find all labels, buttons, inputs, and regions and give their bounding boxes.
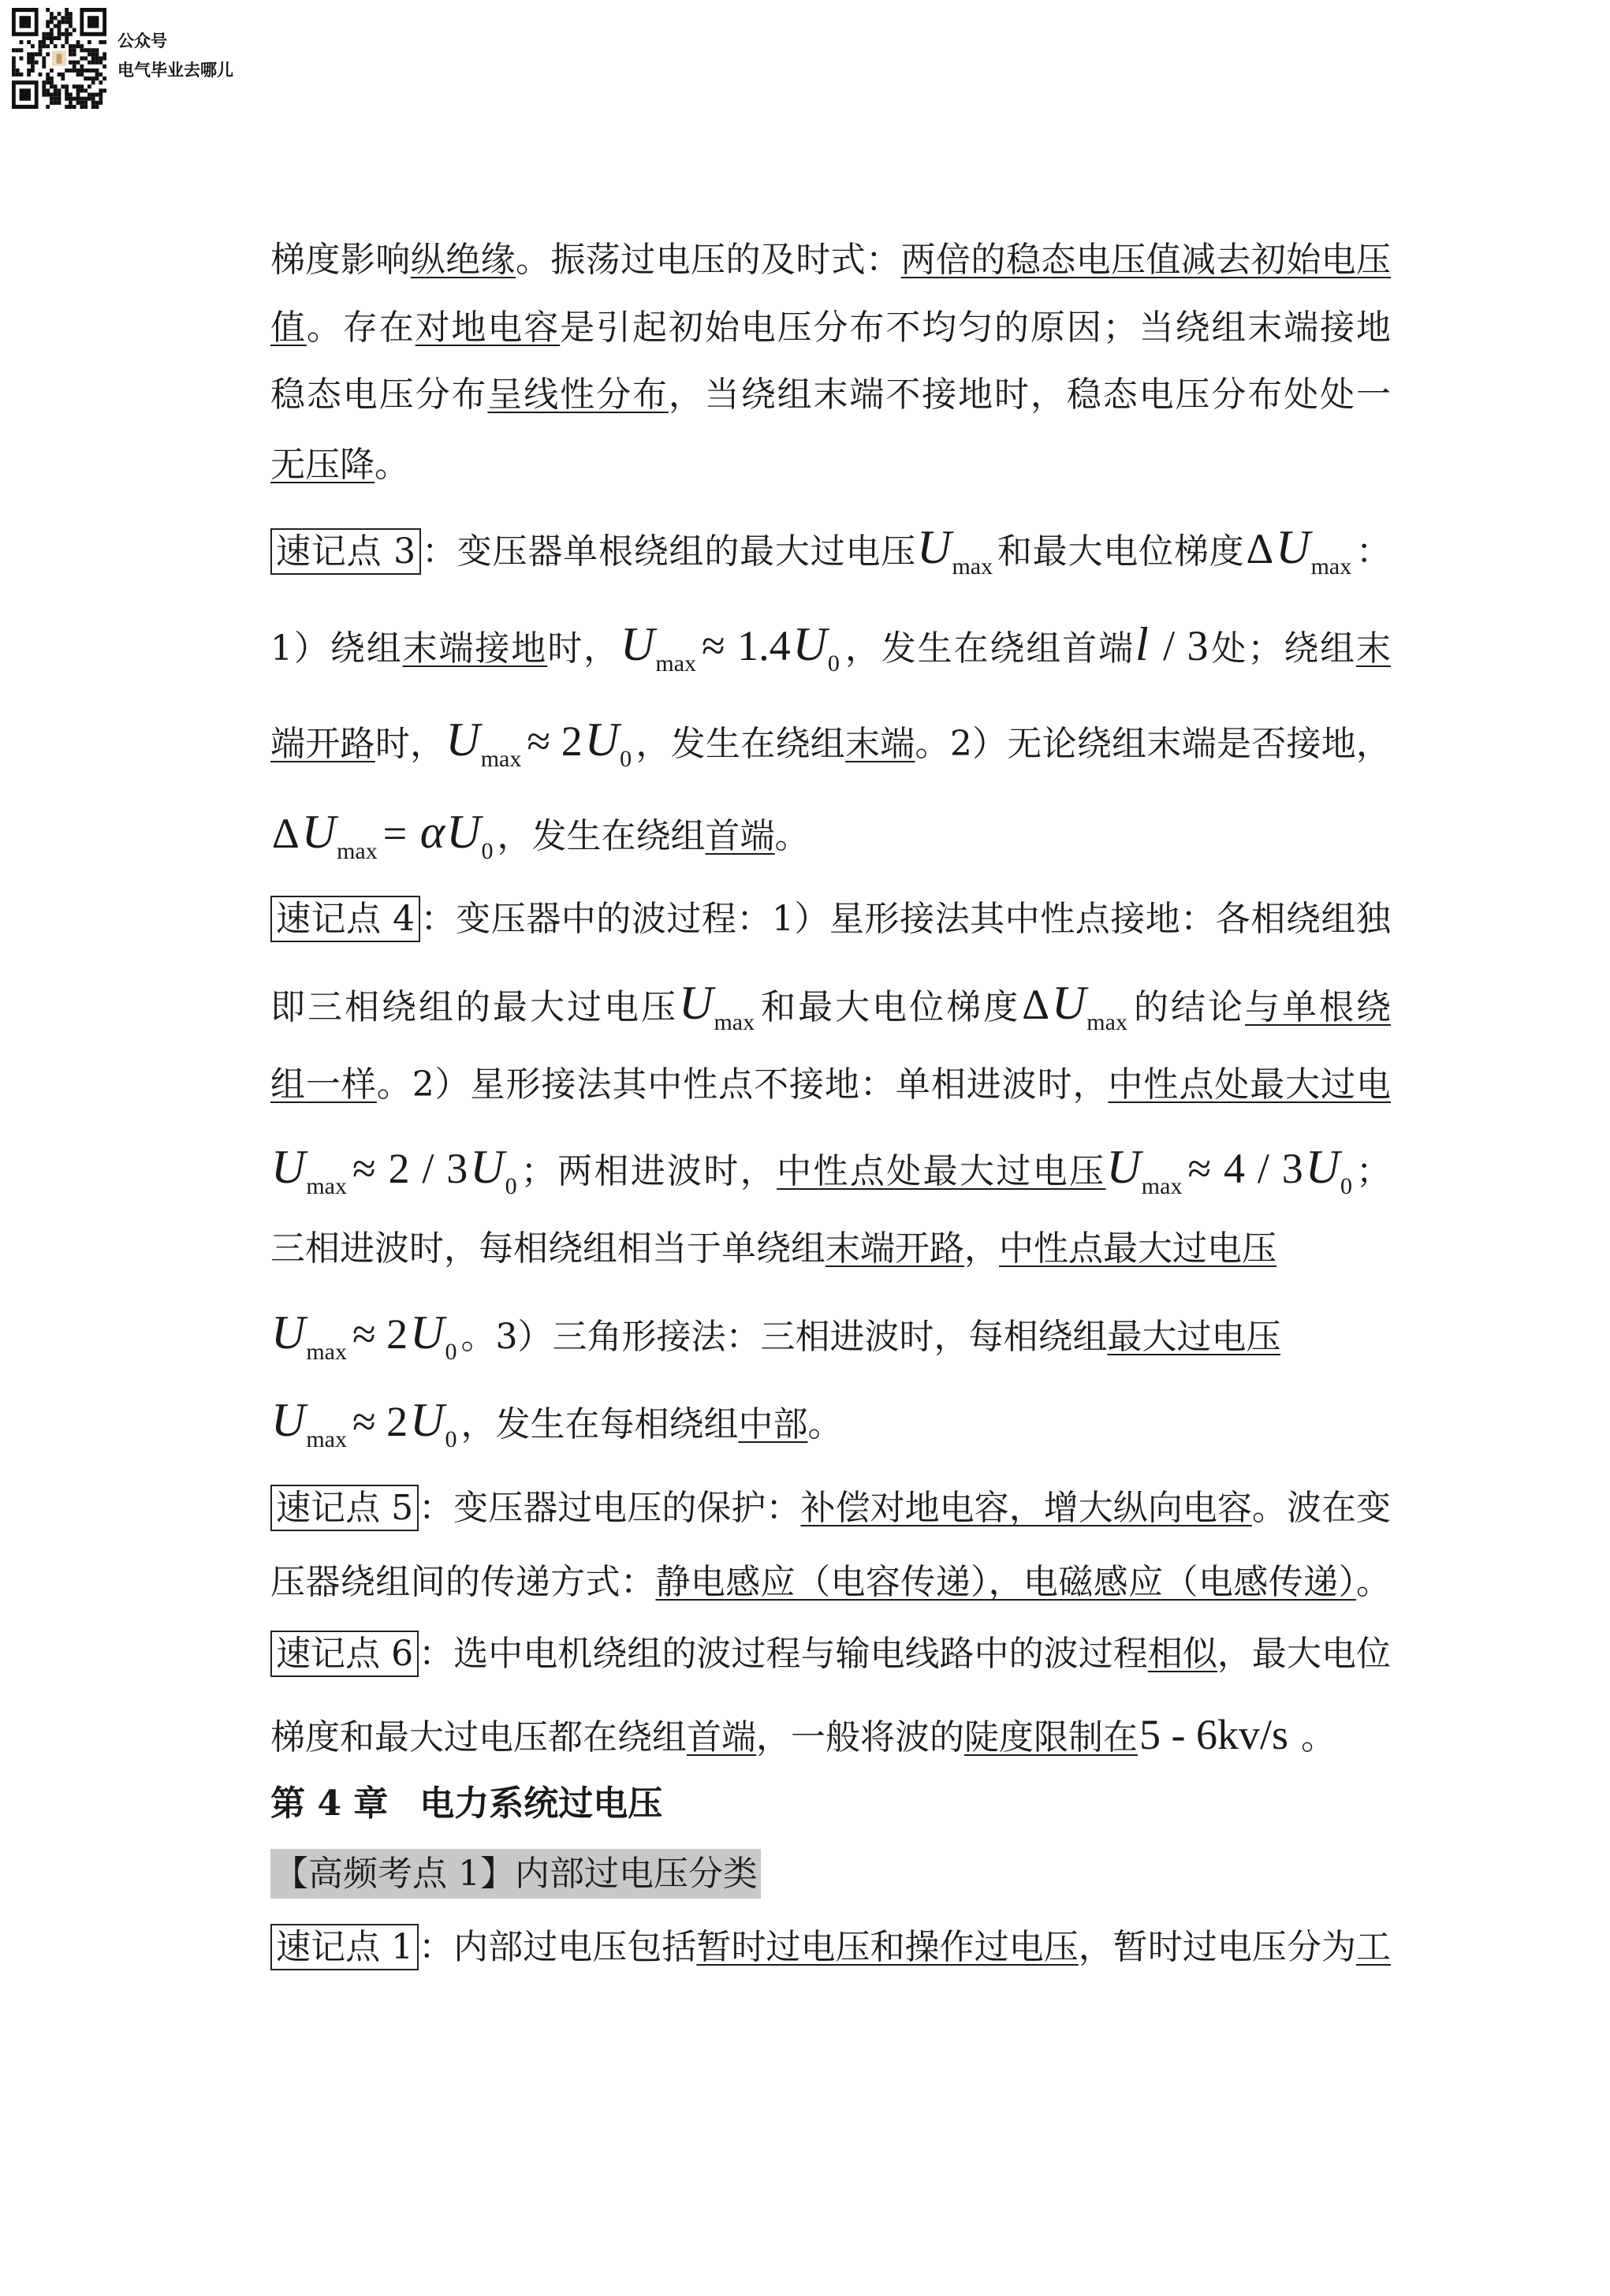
- text-segment: ：内部过电压包括: [419, 1927, 697, 1967]
- underlined-term: 端开路: [270, 724, 375, 764]
- underlined-term: 中性点最大过电压: [999, 1228, 1276, 1269]
- text-segment: 时，: [375, 724, 445, 764]
- text-segment: 和最大电位梯度: [758, 987, 1021, 1027]
- text-segment: 三相进波时，每相绕组相当于单绕组: [270, 1228, 825, 1269]
- math-operator: Δ: [1246, 525, 1274, 572]
- text-segment: 。: [375, 445, 409, 485]
- math-variable: U: [470, 1141, 505, 1193]
- text-segment: ，发生在绕组: [497, 816, 706, 856]
- math-subscript: 0: [620, 746, 632, 772]
- text-segment: ：变压器单根绕组的最大过电压: [421, 531, 917, 572]
- math-subscript: max: [480, 746, 522, 772]
- text-segment: ，发生在每相绕组: [460, 1404, 739, 1444]
- math-subscript: max: [306, 1173, 347, 1199]
- math-variable: U: [917, 521, 952, 573]
- note-label-box: 速记点 3: [270, 528, 421, 575]
- underlined-term: 补偿对地电容，增大纵向电容: [800, 1488, 1252, 1528]
- text-line-22: [270, 1908, 1391, 1987]
- text-line-10: [270, 964, 1391, 1042]
- math-subscript: max: [1141, 1173, 1183, 1199]
- text-segment: 是引起初始电压分布不均匀的原因；当绕组末端接地: [560, 308, 1391, 348]
- text-segment: 。2）无论绕组末端是否接地，: [915, 724, 1391, 764]
- text-line-3: [270, 356, 1391, 434]
- text-segment: ；两相进波时，: [520, 1151, 777, 1191]
- text-line-18: [270, 1615, 1391, 1694]
- math-variable: U: [410, 1394, 445, 1446]
- math-subscript: 0: [445, 1339, 457, 1365]
- text-segment: 梯度和最大过电压都在绕组: [270, 1717, 687, 1757]
- note-label-box: 速记点 5: [270, 1485, 419, 1531]
- text-segment: ：: [1355, 531, 1391, 572]
- text-line-11: [270, 1046, 1391, 1124]
- math-variable: U: [679, 977, 714, 1029]
- text-segment: 1）绕组: [270, 628, 403, 669]
- account-label: 公众号: [117, 32, 167, 50]
- math-variable: α: [419, 806, 445, 858]
- underlined-term: 对地电容: [415, 308, 561, 348]
- text-segment: ，一般将波的: [756, 1717, 964, 1757]
- underlined-term: 值: [270, 308, 307, 348]
- math-operator: ≈ 1.4: [702, 622, 791, 669]
- underlined-term: 两倍的稳态电压值减去初始电压: [900, 240, 1391, 280]
- text-segment: 和最大电位梯度: [997, 531, 1245, 572]
- math-subscript: max: [1086, 1009, 1127, 1035]
- text-line-12: [270, 1128, 1391, 1206]
- underlined-term: 静电感应（电容传递），电磁感应（电感传递）: [655, 1562, 1356, 1602]
- text-line-8: [270, 792, 810, 871]
- text-segment: 。振荡过电压的及时式：: [515, 240, 901, 280]
- underlined-term: 中性点处最大过电压: [777, 1151, 1106, 1191]
- text-segment: ，: [964, 1228, 999, 1269]
- math-subscript: 0: [1340, 1173, 1353, 1199]
- underlined-term: 最大过电压: [1107, 1317, 1281, 1357]
- math-operator: ≈ 2: [352, 1398, 408, 1445]
- math-variable: U: [1276, 521, 1310, 573]
- underlined-term: 无压降: [270, 445, 375, 485]
- note-label-box: 速记点 1: [270, 1924, 419, 1970]
- math-subscript: max: [337, 838, 378, 864]
- math-subscript: max: [1310, 554, 1352, 580]
- text-segment: 。3）三角形接法：三相进波时，每相绕组: [460, 1317, 1108, 1357]
- underlined-term: 组一样: [270, 1064, 377, 1105]
- underlined-term: 暂时过电压和操作过电压: [696, 1927, 1079, 1967]
- math-operator: ≈ 2: [527, 718, 583, 765]
- text-line-1: [270, 221, 1391, 300]
- note-label-box: 速记点 4: [270, 896, 420, 942]
- math-value: 5 - 6kv/s: [1139, 1711, 1288, 1758]
- underlined-term: 相似: [1147, 1634, 1217, 1674]
- text-line-7: [270, 700, 1391, 779]
- chapter-heading: [270, 1765, 662, 1843]
- text-segment: 。: [807, 1404, 843, 1444]
- math-operator: Δ: [1022, 981, 1049, 1028]
- text-line-6: [270, 605, 1391, 684]
- chapter-title: 电力系统过电压: [419, 1784, 663, 1824]
- underlined-term: 呈线性分布: [487, 375, 669, 415]
- underlined-term: 中部: [738, 1404, 808, 1444]
- math-variable: U: [1051, 977, 1086, 1029]
- text-segment: 。: [774, 816, 810, 856]
- math-variable: l: [1135, 618, 1149, 670]
- text-segment: ：变压器中的波过程：1）星形接法其中性点接地：各相绕组独: [420, 899, 1391, 939]
- math-subscript: 0: [505, 1173, 517, 1199]
- text-segment: ：选中电机绕组的波过程与输电线路中的波过程: [419, 1634, 1148, 1674]
- math-variable: U: [446, 806, 481, 858]
- underlined-term: 工: [1356, 1927, 1391, 1967]
- math-subscript: max: [714, 1009, 755, 1035]
- math-variable: U: [1305, 1141, 1340, 1193]
- note-label-box: 速记点 6: [270, 1631, 419, 1677]
- math-variable: U: [445, 714, 480, 766]
- text-segment: 。2）星形接法其中性点不接地：单相进波时，: [376, 1064, 1109, 1105]
- math-subscript: 0: [481, 838, 494, 864]
- text-segment: ，发生在绕组: [635, 724, 845, 764]
- text-segment: ，暂时过电压分为: [1078, 1927, 1357, 1967]
- account-name: 电气毕业去哪儿: [117, 61, 233, 80]
- math-variable: U: [621, 618, 655, 670]
- text-segment: 。波在变: [1251, 1488, 1391, 1528]
- text-line-4: [270, 426, 409, 505]
- text-segment: ：变压器过电压的保护：: [419, 1488, 801, 1528]
- math-operator: ≈ 2 / 3: [352, 1145, 468, 1192]
- math-operator: =: [382, 810, 418, 857]
- text-segment: 处；绕组: [1209, 628, 1357, 669]
- text-segment: 即三相绕组的最大过电压: [270, 987, 679, 1027]
- highlighted-heading: 【高频考点 1】内部过电压分类: [270, 1849, 761, 1899]
- text-line-17: [270, 1543, 1391, 1622]
- math-operator: ≈ 4 / 3: [1187, 1145, 1303, 1192]
- text-line-15: [270, 1381, 842, 1459]
- math-variable: U: [301, 806, 337, 858]
- math-variable: U: [584, 714, 620, 766]
- text-segment: 。存在: [306, 308, 416, 348]
- underlined-term: 末端接地: [402, 628, 548, 669]
- math-variable: U: [271, 1394, 306, 1446]
- underlined-term: 中性点处最大过电: [1108, 1064, 1391, 1105]
- underlined-term: 首端: [687, 1717, 756, 1757]
- math-variable: U: [792, 618, 827, 670]
- math-operator: Δ: [272, 810, 300, 857]
- text-segment: 稳态电压分布: [270, 375, 488, 415]
- text-segment: ，当绕组末端不接地时，稳态电压分布处处一: [668, 375, 1391, 415]
- math-variable: U: [1106, 1141, 1141, 1193]
- underlined-term: 陡度限制在: [964, 1717, 1138, 1757]
- underlined-term: 与单根绕: [1245, 987, 1391, 1027]
- section-heading: [270, 1835, 761, 1914]
- math-subscript: 0: [827, 650, 840, 676]
- text-segment: 。: [1356, 1562, 1391, 1602]
- math-subscript: max: [655, 650, 697, 676]
- text-line-9: [270, 880, 1391, 959]
- math-variable: U: [271, 1141, 306, 1193]
- underlined-term: 首端: [705, 816, 775, 856]
- text-segment: 时，: [547, 628, 621, 669]
- underlined-term: 末端: [845, 724, 915, 764]
- text-segment: ，最大电位: [1217, 1634, 1391, 1674]
- text-segment: ，发生在绕组首端: [843, 628, 1135, 669]
- text-segment: 压器绕组间的传递方式：: [270, 1562, 656, 1602]
- math-variable: U: [410, 1306, 445, 1359]
- text-segment: 。: [1290, 1717, 1336, 1757]
- text-line-14: [270, 1293, 1280, 1372]
- text-segment: ；: [1356, 1151, 1391, 1191]
- text-line-16: [270, 1469, 1391, 1548]
- math-operator: ≈ 2: [352, 1310, 408, 1358]
- math-subscript: max: [306, 1426, 347, 1452]
- text-segment: 的结论: [1131, 987, 1245, 1027]
- chapter-number: 第 4 章: [270, 1784, 389, 1824]
- math-subscript: max: [306, 1339, 347, 1365]
- text-segment: 梯度影响: [270, 240, 411, 280]
- text-line-13: [270, 1210, 1276, 1288]
- math-variable: U: [271, 1306, 306, 1359]
- math-subscript: 0: [445, 1426, 457, 1452]
- underlined-term: 纵绝缘: [410, 240, 516, 280]
- text-line-5: [270, 508, 1391, 587]
- math-subscript: max: [952, 554, 993, 580]
- qr-code-icon: [12, 8, 106, 109]
- underlined-term: 末端开路: [825, 1228, 964, 1269]
- text-line-19: [270, 1695, 1336, 1774]
- math-operator: / 3: [1150, 622, 1209, 669]
- underlined-term: 末: [1356, 628, 1391, 669]
